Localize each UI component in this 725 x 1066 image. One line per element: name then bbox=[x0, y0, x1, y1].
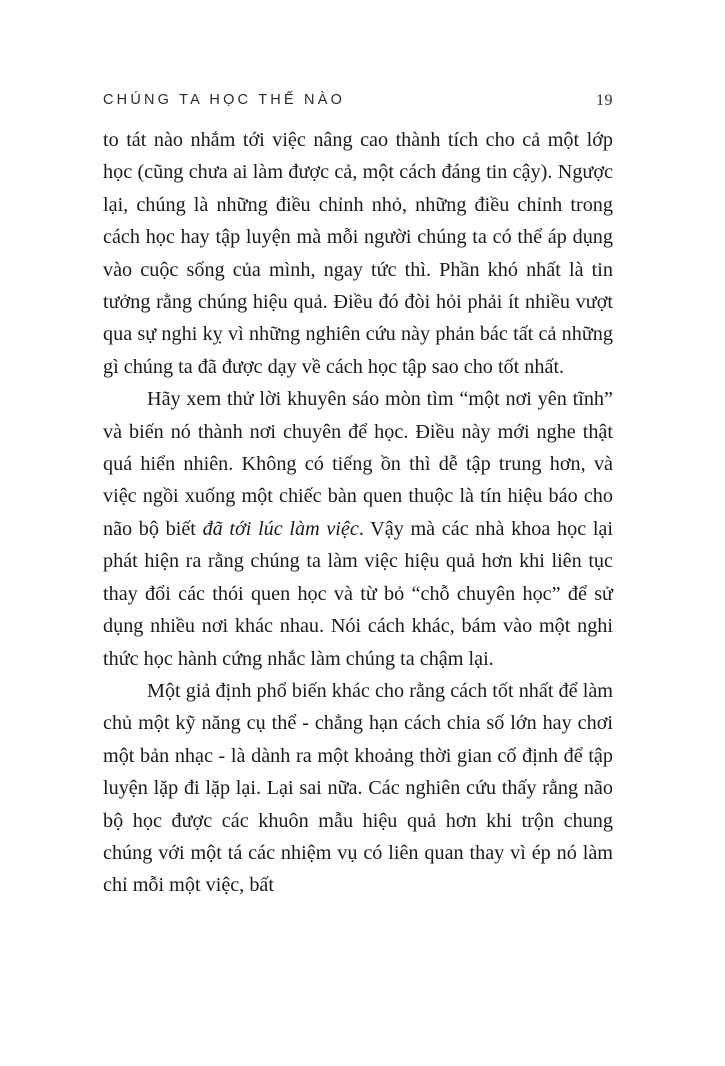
body-text bbox=[103, 124, 613, 902]
page-number: 19 bbox=[596, 92, 613, 109]
paragraph-2-italic-phrase: đã tới lúc làm việc bbox=[202, 517, 359, 540]
paragraph-2-text-start: Hãy xem thử lời khuyên sáo mòn tìm “một nơi yên tĩnh” và biến nó thành nơi chuyên để học. Điều này mới nghe thật quá hiển nhiên. Không có tiếng ồn thì dễ tập trung hơn, và việc ngồi xuống một chiếc bàn quen thuộc là tín hiệu báo cho não bộ biết bbox=[103, 388, 613, 540]
paragraph-1-text: to tát nào nhắm tới việc nâng cao thành tích cho cả một lớp học (cũng chưa ai làm được cả, một cách đáng tin cậy). Ngược lại, chúng là những điều chỉnh nhỏ, những điều chỉnh trong cách học hay tập luyện mà mỗi người chúng ta có thể áp dụng vào cuộc sống của mình, ngay tức thì. Phần khó nhất là tin tưởng rằng chúng hiệu quả. Điều đó đòi hỏi phải ít nhiều vượt qua sự nghi kỵ vì những nghiên cứu này phản bác tất cả những gì chúng ta đã được dạy về cách học tập sao cho tốt nhất. bbox=[103, 129, 613, 378]
paragraph-2 bbox=[103, 383, 613, 675]
paragraph-3-text: Một giả định phổ biến khác cho rằng cách tốt nhất để làm chủ một kỹ năng cụ thể - chẳng hạn cách chia số lớn hay chơi một bản nhạc - là dành ra một khoảng thời gian cố định để tập luyện lặp đi lặp lại. Lại sai nữa. Các nghiên cứu thấy rằng não bộ học được các khuôn mẫu hiệu quả hơn khi trộn chung chúng với một tá các nhiệm vụ có liên quan thay vì ép nó làm chỉ mỗi một việc, bất bbox=[103, 679, 613, 897]
paragraph-3 bbox=[103, 675, 613, 902]
paragraph-2-text-end: . Vậy mà các nhà khoa học lại phát hiện ra rằng chúng ta làm việc hiệu quả hơn khi liên tục thay đổi các thói quen học và từ bỏ “chỗ chuyên học” để sử dụng nhiều nơi khác nhau. Nói cách khác, bám vào một nghi thức học hành cứng nhắc làm chúng ta chậm lại. bbox=[103, 517, 613, 670]
running-head bbox=[103, 92, 613, 114]
chapter-title: CHÚNG TA HỌC THẾ NÀO bbox=[103, 92, 346, 108]
paragraph-1 bbox=[103, 124, 613, 383]
